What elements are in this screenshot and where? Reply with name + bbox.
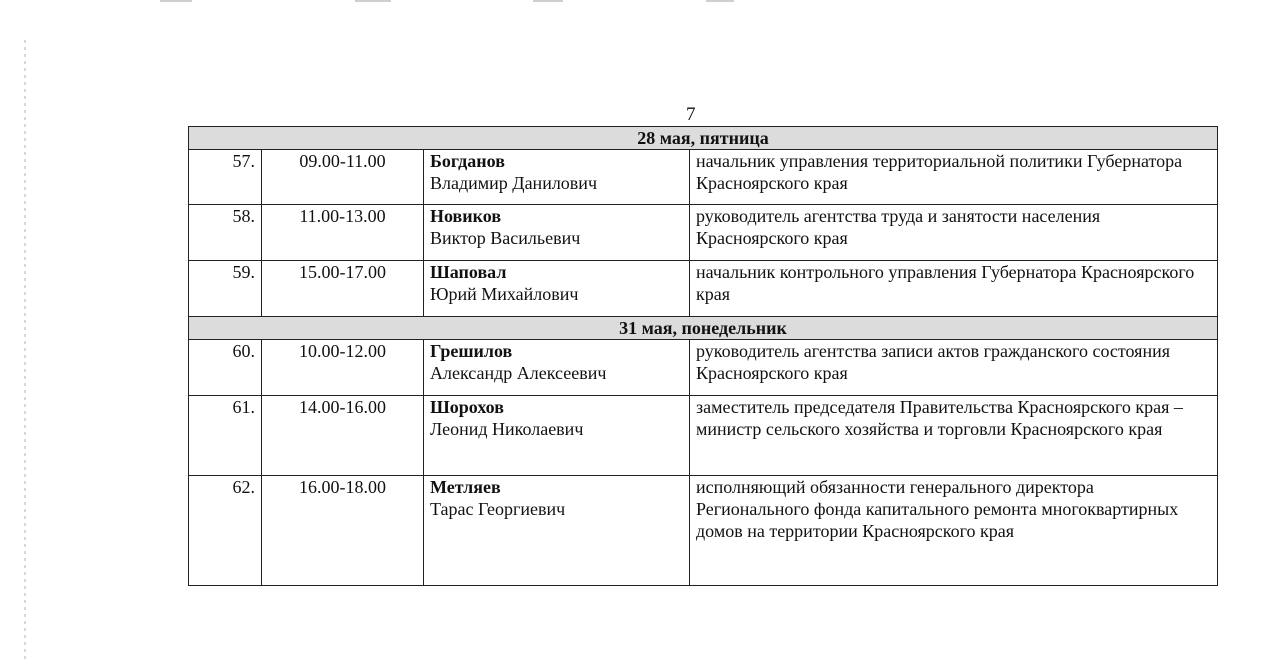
scan-top-artifact xyxy=(533,0,563,2)
surname: Метляев xyxy=(430,477,501,497)
time-slot: 09.00-11.00 xyxy=(262,150,424,205)
time-slot: 14.00-16.00 xyxy=(262,396,424,476)
row-number: 58. xyxy=(189,205,262,261)
position-text: руководитель агентства записи актов гражданского состояния Красноярского края xyxy=(696,341,1170,383)
row-number: 62. xyxy=(189,476,262,586)
given-names: Виктор Васильевич xyxy=(430,228,581,248)
given-names: Леонид Николаевич xyxy=(430,419,584,439)
surname: Грешилов xyxy=(430,341,513,361)
row-number: 59. xyxy=(189,261,262,317)
position xyxy=(690,150,1218,205)
person-name xyxy=(424,476,690,586)
row-number: 61. xyxy=(189,396,262,476)
scan-top-artifact xyxy=(160,0,192,2)
time-slot: 15.00-17.00 xyxy=(262,261,424,317)
page-number: 7 xyxy=(686,104,696,125)
person-name xyxy=(424,261,690,317)
scan-top-artifact xyxy=(355,0,391,2)
position xyxy=(690,476,1218,586)
time-slot: 16.00-18.00 xyxy=(262,476,424,586)
time-slot: 10.00-12.00 xyxy=(262,340,424,396)
position-text: заместитель председателя Правительства Красноярского края – министр сельского хозяйства и торговли Красноярского края xyxy=(696,397,1183,439)
table-row xyxy=(189,396,1218,476)
person-name xyxy=(424,205,690,261)
person-name xyxy=(424,396,690,476)
surname: Шорохов xyxy=(430,397,504,417)
surname: Богданов xyxy=(430,151,505,171)
position-text: начальник контрольного управления Губернатора Красноярского края xyxy=(696,262,1195,304)
scan-edge-artifact xyxy=(24,40,26,660)
time-slot: 11.00-13.00 xyxy=(262,205,424,261)
position xyxy=(690,340,1218,396)
table-row xyxy=(189,150,1218,205)
day-header-row xyxy=(189,127,1218,150)
surname: Новиков xyxy=(430,206,502,226)
position-text: начальник управления территориальной политики Губернатора Красноярского края xyxy=(696,151,1183,193)
position-text: исполняющий обязанности генерального директора Регионального фонда капитального ремонта многоквартирных домов на территории Красноярского края xyxy=(696,477,1179,541)
table-row xyxy=(189,340,1218,396)
row-number: 57. xyxy=(189,150,262,205)
row-number: 60. xyxy=(189,340,262,396)
scan-top-artifact xyxy=(706,0,734,2)
day-header: 28 мая, пятница xyxy=(189,127,1218,150)
given-names: Тарас Георгиевич xyxy=(430,499,566,519)
reception-schedule-table xyxy=(188,126,1218,586)
day-header-row xyxy=(189,317,1218,340)
table-row xyxy=(189,205,1218,261)
day-header: 31 мая, понедельник xyxy=(189,317,1218,340)
surname: Шаповал xyxy=(430,262,507,282)
position xyxy=(690,261,1218,317)
table-row xyxy=(189,476,1218,586)
given-names: Александр Алексеевич xyxy=(430,363,607,383)
person-name xyxy=(424,150,690,205)
position xyxy=(690,205,1218,261)
given-names: Владимир Данилович xyxy=(430,173,597,193)
person-name xyxy=(424,340,690,396)
position-text: руководитель агентства труда и занятости населения Красноярского края xyxy=(696,206,1101,248)
table-row xyxy=(189,261,1218,317)
given-names: Юрий Михайлович xyxy=(430,284,579,304)
position xyxy=(690,396,1218,476)
